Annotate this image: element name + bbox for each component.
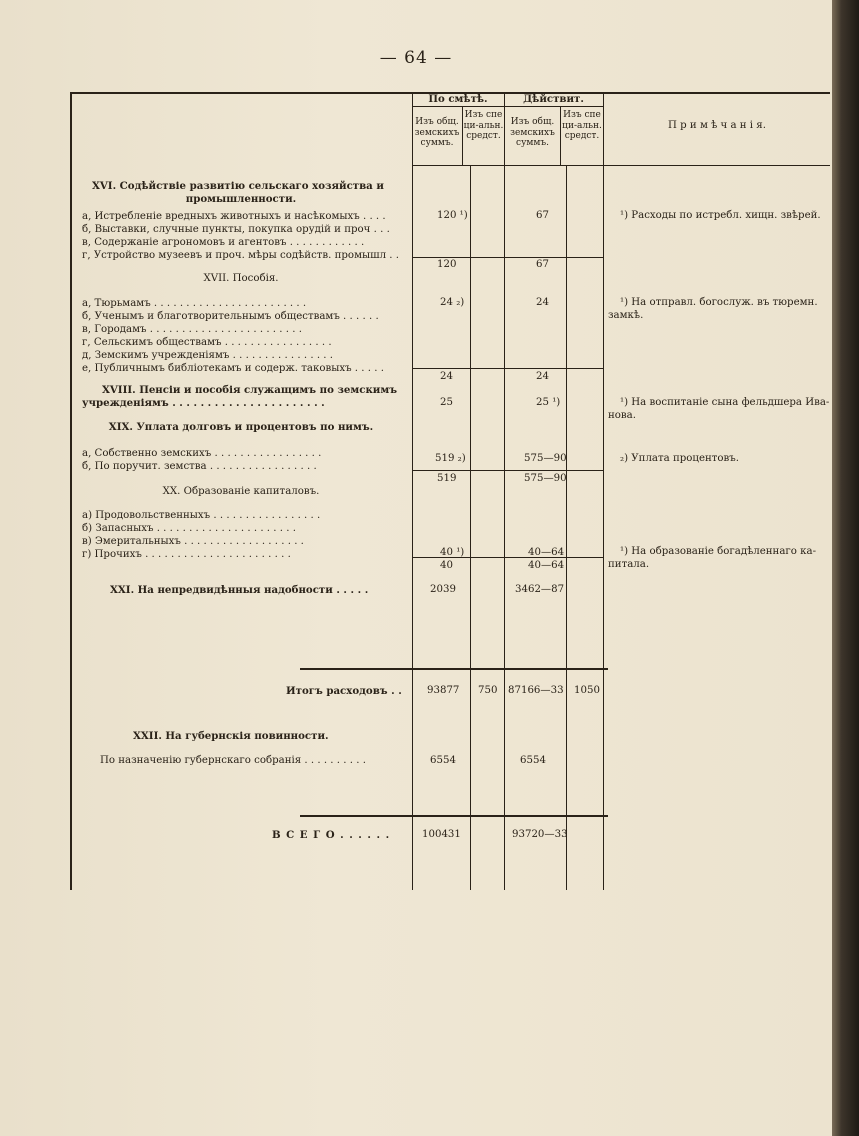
vsego-label: В С Е Г О . . . . . . (272, 829, 391, 841)
subtotal-estimate: 40 (440, 560, 453, 571)
section-title: промышленности. (185, 193, 297, 205)
subtotal-actual: 24 (536, 371, 549, 382)
line-item: б, Выставки, случные пункты, покупка орудій и проч . . . (82, 224, 390, 235)
line-item: а) Продовольственныхъ . . . . . . . . . . . . . . . . . (82, 510, 321, 521)
section-title: XX. Образованіе капиталовъ. (162, 486, 320, 497)
col-rule (504, 92, 505, 890)
actual-value: 24 (536, 297, 549, 308)
line-item: г, Сельскимъ обществамъ . . . . . . . . . . . . . . . . . (82, 337, 332, 348)
note: ¹) На отправл. богослуж. въ тюремн. (620, 297, 818, 308)
section-title: XVIII. Пенсіи и пособія служащимъ по земскимъ (102, 384, 398, 396)
itog-actual-zemsk: 87166—33 (508, 685, 564, 696)
line-item: д, Земскимъ учрежденіямъ . . . . . . . . . . . . . . . . (82, 350, 334, 361)
subtotal-rule (412, 368, 603, 369)
note: замкѣ. (608, 310, 644, 321)
vsego-actual: 93720—33 (512, 829, 568, 840)
line-item: в, Содержаніе агрономовъ и агентовъ . . . . . . . . . . . . (82, 237, 365, 248)
book-spine (832, 0, 859, 1136)
subtotal-rule (412, 257, 603, 258)
section-title: XXII. На губернскія повинности. (133, 730, 329, 742)
estimate-value: 40 ¹) (440, 547, 465, 558)
page-number: — 64 — (379, 48, 453, 68)
header-col-zemsk-1: Изъ общ. земскихъ суммъ. (414, 117, 460, 148)
actual-value: 575—90 (524, 453, 567, 464)
actual-value: 3462—87 (515, 584, 565, 595)
col-rule (603, 92, 604, 890)
actual-value: 67 (536, 210, 549, 221)
itog-rule (300, 668, 608, 670)
note: ¹) Расходы по истребл. хищн. звѣрей. (620, 210, 821, 221)
itog-actual-spec: 1050 (574, 685, 600, 696)
line-item: а, Тюрьмамъ . . . . . . . . . . . . . . . . . . . . . . . . (82, 298, 307, 309)
section-title: XIX. Уплата долговъ и процентовъ по нимъ. (108, 421, 374, 433)
note: ₂) Уплата процентовъ. (620, 453, 739, 464)
line-item: б, По поручит. земства . . . . . . . . . . . . . . . . . (82, 461, 317, 472)
line-item: а, Собственно земскихъ . . . . . . . . . . . . . . . . . (82, 448, 322, 459)
section-title: XVI. Содѣйствіе развитію сельскаго хозяйства и (92, 180, 384, 192)
line-item: а, Истребленіе вредныхъ животныхъ и насѣкомыхъ . . . . (82, 211, 386, 222)
note: нова. (608, 410, 636, 421)
estimate-value: 519 ₂) (435, 453, 466, 464)
header-deistvit: Дѣйствит. (523, 93, 584, 105)
estimate-value: 6554 (430, 755, 456, 766)
estimate-value: 25 (440, 397, 453, 408)
subtotal-actual: 67 (536, 259, 549, 270)
header-notes: П р и м ѣ ч а н і я. (668, 120, 766, 131)
line-item: б, Ученымъ и благотворительнымъ обществамъ . . . . . . (82, 311, 379, 322)
actual-value: 25 ¹) (536, 397, 561, 408)
col-rule (412, 92, 413, 890)
estimate-value: 120 ¹) (437, 210, 468, 221)
line-item: е, Публичнымъ библіотекамъ и содерж. таковыхъ . . . . . (82, 363, 384, 374)
estimate-value: 24 ₂) (440, 297, 465, 308)
vsego-rule (300, 815, 608, 817)
section-title: XXI. На непредвидѣнныя надобности . . . . . (110, 584, 369, 596)
subtotal-estimate: 24 (440, 371, 453, 382)
itog-label: Итогъ расходовъ . . (286, 685, 402, 697)
line-item: г, Устройство музеевъ и проч. мѣры содѣйств. промышл . . (82, 250, 399, 261)
estimate-value: 2039 (430, 584, 456, 595)
subtotal-actual: 40—64 (528, 560, 565, 571)
note: ¹) На образованіе богадѣленнаго ка- (620, 546, 817, 557)
actual-value: 40—64 (528, 547, 565, 558)
line-item: По назначенію губернскаго собранія . . . . . . . . . . (100, 755, 366, 766)
section-title: учрежденіямъ . . . . . . . . . . . . . . . . . . . . . . (82, 397, 325, 409)
subtotal-estimate: 120 (437, 259, 457, 270)
section-title: XVII. Пособія. (203, 273, 279, 284)
subtotal-estimate: 519 (437, 473, 457, 484)
vsego-estimate: 100431 (422, 829, 461, 840)
header-col-spec-1: Изъ специ-альн. средст. (463, 110, 504, 141)
note: ¹) На воспитаніе сына фельдшера Ива- (620, 397, 830, 408)
line-item: г) Прочихъ . . . . . . . . . . . . . . . . . . . . . . . (82, 549, 291, 560)
subtotal-rule (412, 470, 603, 471)
col-rule (470, 166, 471, 890)
header-col-zemsk-2: Изъ общ. земскихъ суммъ. (510, 117, 555, 148)
itog-estimate-spec: 750 (478, 685, 498, 696)
line-item: в, Городамъ . . . . . . . . . . . . . . . . . . . . . . . . (82, 324, 302, 335)
actual-value: 6554 (520, 755, 546, 766)
header-bottom-rule (412, 165, 830, 166)
header-col-spec-2: Изъ специ-альн. средст. (562, 110, 602, 141)
col-rule (566, 166, 567, 890)
line-item: б) Запасныхъ . . . . . . . . . . . . . . . . . . . . . . (82, 523, 296, 534)
subtotal-actual: 575—90 (524, 473, 567, 484)
line-item: в) Эмеритальныхъ . . . . . . . . . . . . . . . . . . . (82, 536, 304, 547)
note: питала. (608, 559, 650, 570)
header-po-smete: По смѣтѣ. (428, 93, 488, 105)
itog-estimate-zemsk: 93877 (427, 685, 460, 696)
header-subrule (412, 106, 603, 107)
